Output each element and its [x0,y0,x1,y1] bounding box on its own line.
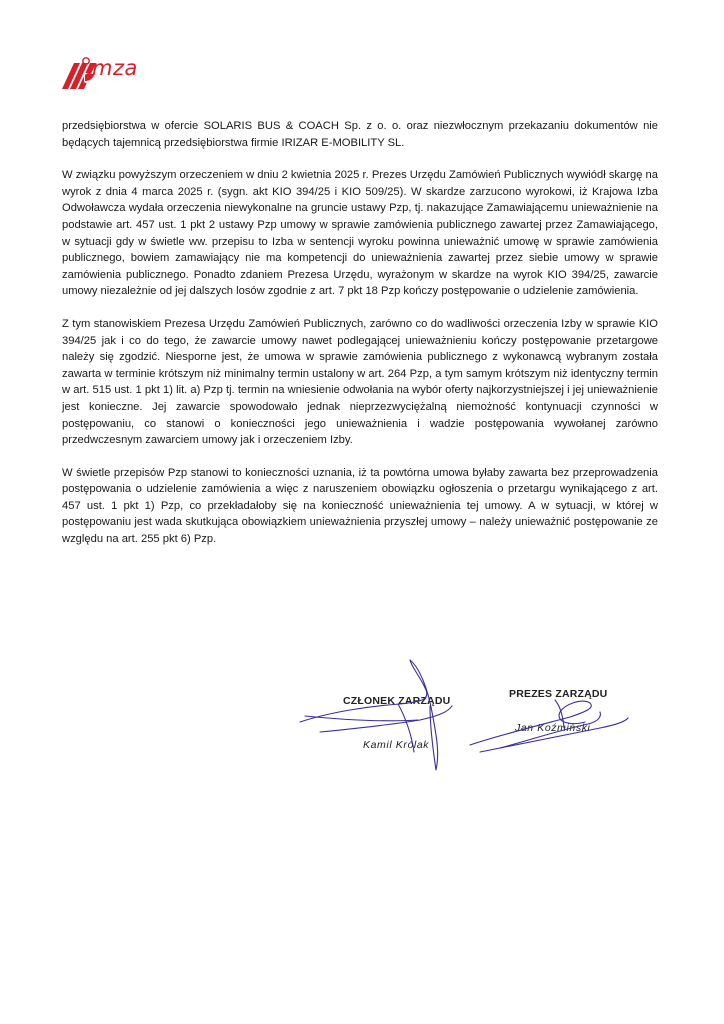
letter-body [62,118,658,564]
logo-wordmark: mza [92,56,138,80]
signature-name-right: Jan Koźmiński [515,722,591,734]
paragraph-3: Z tym stanowiskiem Prezesa Urzędu Zamówień Publicznych, zarówno co do wadliwości orzeczenia Izby w sprawie KIO 394/25 jak i co do tego, że zawarcie umowy nawet podlegającej unieważnieniu kończy postępowanie przetargowe należy się zgodzić. Niesporne jest, że umowa w sprawie zamówienia publicznego z wykonawcą wybranym została zawarta w terminie krótszym niż minimalny termin ustalony w art. 264 Pzp, a tym samym krótszym niż identyczny termin w art. 515 ust. 1 pkt 1) lit. a) Pzp tj. termin na wniesienie odwołania na wybór oferty najkorzystniejszej i jej unieważnienie jest konieczne. Jej zawarcie spowodowało jednak nieprzezwyciężalną niemożność kontynuacji czynności w postępowaniu, co stanowi o konieczności jego unieważnienia i wadzie postępowania wywołanej zarówno przedwczesnym zawarciem umowy jak i orzeczeniem Izby. [62,317,658,447]
signature-title-left: CZŁONEK ZARZĄDU [343,695,451,707]
signature-name-left: Kamil Królak [363,739,430,751]
paragraph-2: W związku powyższym orzeczeniem w dniu 2 kwietnia 2025 r. Prezes Urzędu Zamówień Publicznych wywiódł skargę na wyrok z dnia 4 marca 2025 r. (sygn. akt KIO 394/25 i KIO 509/25). W skardze zarzucono wyrokowi, iż Krajowa Izba Odwoławcza wydała orzeczenia niewykonalne na gruncie ustawy Pzp, tj. nakazujące Zamawiającemu unieważnienie na podstawie art. 457 ust. 1 pkt 2 ustawy Pzp umowy w sprawie zamówienia publicznego zawartej przez Zamawiającego, w sytuacji gdy w świetle ww. przepisu to Izba w sentencji wyroku powinna unieważnić umowę w sprawie zamówienia publicznego, bowiem zamawiający nie ma kompetencji do unieważnienia zawartej przez siebie umowy w sprawie zamówienia publicznego. Ponadto zdaniem Prezesa Urzędu, wyrażonym w skardze na wyrok KIO 394/25, zawarcie umowy niezależnie od jej dalszych losów zgodnie z art. 7 pkt 18 Pzp kończy postępowanie o udzielenie zamówienia. [62,169,658,298]
signature-block-left [343,695,450,751]
paragraph-4: W świetle przepisów Pzp stanowi to konieczności uznania, iż ta powtórna umowa byłaby zawarta bez przeprowadzenia postępowania o udzielenie zamówienia a więc z naruszeniem obowiązku ogłoszenia o przetargu wynikającego z art. 457 ust. 1 pkt 1) Pzp, co przekładałoby się na konieczność unieważnienia tej umowy. A w sytuacji, w której w postępowaniu jest wada skutkująca obowiązkiem unieważnienia przyszłej umowy – należy unieważnić postępowanie ze względu na art. 255 pkt 6) Pzp. [62,466,658,546]
paragraph-1: przedsiębiorstwa w ofercie SOLARIS BUS & COACH Sp. z o. o. oraz niezwłocznym przekazaniu dokumentów nie będących tajemnicą przedsiębiorstwa firmie IRIZAR E-MOBILITY SL. [62,120,658,149]
signature-block-right [509,688,607,734]
signature-title-right: PREZES ZARZĄDU [509,688,608,700]
